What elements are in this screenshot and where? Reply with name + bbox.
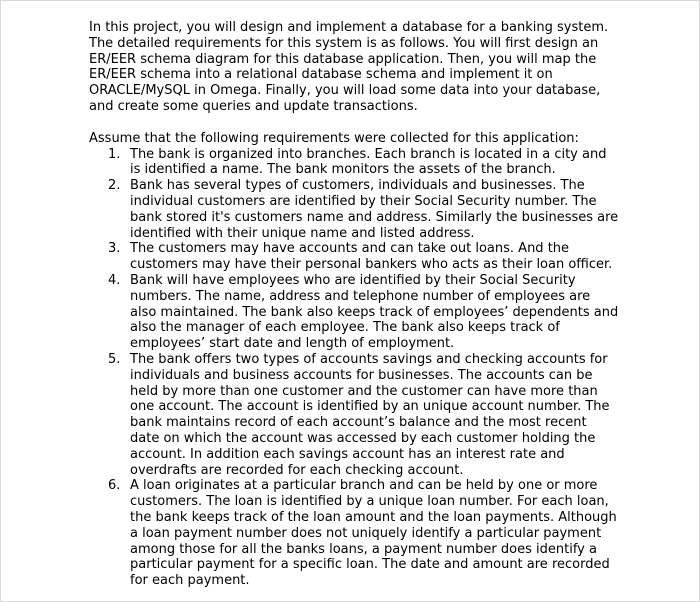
assumption-sentence: Assume that the following requirements were collected for this application: xyxy=(89,130,579,146)
requirement-item xyxy=(89,273,619,352)
requirement-item xyxy=(89,178,619,241)
requirement-number: 5. xyxy=(108,351,121,367)
requirements-list xyxy=(89,147,619,589)
requirement-item xyxy=(89,352,619,478)
requirement-number: 6. xyxy=(108,478,121,494)
requirement-number: 4. xyxy=(108,272,121,288)
document-body xyxy=(89,20,619,589)
requirement-text: Bank has several types of customers, individuals and businesses. The individual customers are identified by their Social Security number. The bank stored it's customers name and address. Similarly the businesses are identified with their unique name and listed address. xyxy=(130,178,619,241)
requirement-number: 3. xyxy=(108,241,121,257)
requirement-text: The bank offers two types of accounts savings and checking accounts for individuals and business accounts for businesses. The accounts can be held by more than one customer and the customer can have more than one account. The account is identified by an unique account number. The bank maintains record of each account’s balance and the most recent date on which the account was accessed by each customer holding the account. In addition each savings account has an interest rate and overdrafts are recorded for each checking account. xyxy=(130,351,610,478)
requirement-text: Bank will have employees who are identified by their Social Security numbers. The name, address and telephone number of employees are also maintained. The bank also keeps track of employees’ dependents and also the manager of each employee. The bank also keeps track of employees’ start date and length of employment. xyxy=(130,272,619,352)
requirement-text: The customers may have accounts and can take out loans. And the customers may have their personal bankers who acts as their loan officer. xyxy=(130,241,613,273)
requirement-item xyxy=(89,241,619,273)
requirement-text: The bank is organized into branches. Each branch is located in a city and is identified a name. The bank monitors the assets of the branch. xyxy=(130,146,607,178)
requirement-text: A loan originates at a particular branch and can be held by one or more customers. The loan is identified by a unique loan number. For each loan, the bank keeps track of the loan amount and the loan payments. Although a loan payment number does not uniquely identify a particular payment among those for all the banks loans, a payment number does identify a particular payment for a specific loan. The date and amount are recorded for each payment. xyxy=(130,478,617,589)
requirement-item xyxy=(89,147,619,179)
requirement-number: 1. xyxy=(108,146,121,162)
requirement-number: 2. xyxy=(108,178,121,194)
intro-paragraph: In this project, you will design and implement a database for a banking system. The detailed requirements for this system is as follows. You will first design an ER/EER schema diagram for this database application. Then, you will map the ER/EER schema into a relational database schema and implement it on ORACLE/MySQL in Omega. Finally, you will load some data into your database, and create some queries and update transactions. xyxy=(89,20,609,114)
requirement-item xyxy=(89,478,619,589)
